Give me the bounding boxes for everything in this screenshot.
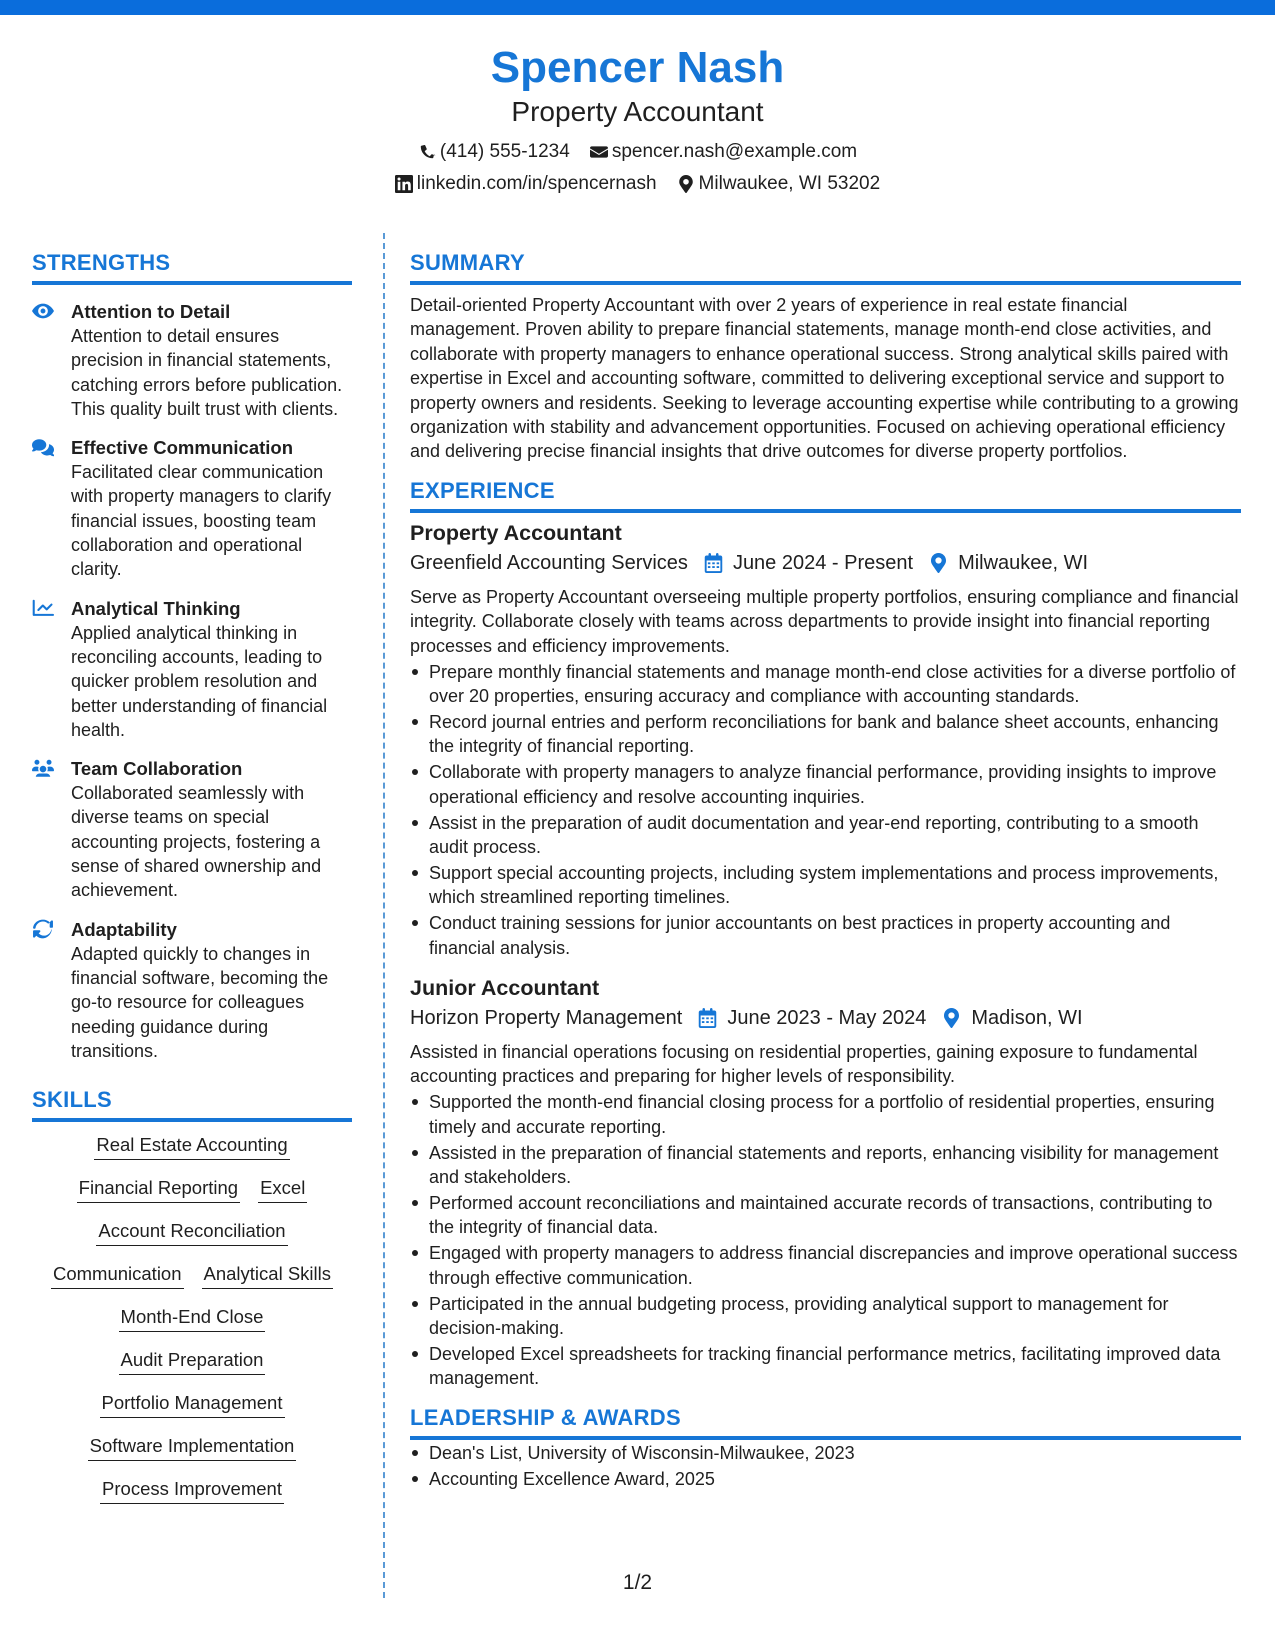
awards-list — [410, 1441, 1241, 1491]
linkedin-text: linkedin.com/in/spencernash — [416, 173, 657, 194]
job-meta — [410, 1004, 1241, 1032]
email-text: spencer.nash@example.com — [611, 141, 858, 162]
skills-heading: SKILLS — [32, 1087, 352, 1122]
email-contact[interactable] — [590, 140, 857, 164]
company-name: Greenfield Accounting Services — [410, 551, 688, 574]
skill-tag: Audit Preparation — [119, 1347, 266, 1375]
candidate-name: Spencer Nash — [490, 43, 785, 92]
company-name: Horizon Property Management — [410, 1006, 683, 1029]
strength-item — [32, 299, 352, 421]
skill-tag: Software Implementation — [88, 1433, 297, 1461]
job-dates: June 2024 - Present — [732, 551, 914, 574]
map-marker-icon — [929, 553, 948, 573]
strength-title: Analytical Thinking — [71, 597, 241, 619]
job-entry — [410, 519, 1241, 960]
strength-title: Effective Communication — [71, 437, 294, 459]
skill-tag: Portfolio Management — [100, 1390, 285, 1418]
phone-icon — [418, 143, 436, 161]
strength-desc: Attention to detail ensures precision in financial statements, catching errors before publication. This quality built trust with clients. — [71, 326, 343, 419]
skills-list — [32, 1132, 352, 1504]
calendar-icon — [698, 1008, 717, 1028]
strength-title: Attention to Detail — [71, 301, 231, 322]
candidate-title: Property Accountant — [511, 96, 764, 127]
list-item: Developed Excel spreadsheets for tracking financial performance metrics, facilitating improved data management. — [410, 1342, 1241, 1391]
linkedin-icon — [395, 175, 413, 193]
job-title: Junior Accountant — [410, 975, 600, 1000]
list-item: Participated in the annual budgeting process, providing analytical support to management for decision-making. — [410, 1292, 1241, 1341]
job-bullets — [410, 1090, 1241, 1390]
skill-tag: Financial Reporting — [77, 1175, 240, 1203]
skill-tag: Excel — [258, 1175, 307, 1203]
list-item: Assisted in the preparation of financial statements and reports, enhancing visibility for management and stakeholders. — [410, 1141, 1241, 1190]
list-item: Record journal entries and perform reconciliations for bank and balance sheet accounts, enhancing the integrity of financial reporting. — [410, 710, 1241, 759]
job-description: Assisted in financial operations focusing on residential properties, gaining exposure to fundamental accounting practices and preparing for higher levels of responsibility. — [410, 1041, 1198, 1087]
envelope-icon — [590, 143, 608, 161]
strength-desc: Adapted quickly to changes in financial software, becoming the go-to resource for colleagues needing guidance during transitions. — [71, 943, 329, 1061]
right-column — [410, 250, 1241, 1491]
map-marker-icon — [942, 1008, 961, 1028]
job-bullets — [410, 660, 1241, 960]
job-entry — [410, 974, 1241, 1391]
list-item: Engaged with property managers to address financial discrepancies and improve operational success through effective communication. — [410, 1241, 1241, 1290]
list-item: Supported the month-end financial closing process for a portfolio of residential properties, ensuring timely and accurate reporting. — [410, 1090, 1241, 1139]
list-item: Performed account reconciliations and maintained accurate records of transactions, contributing to the integrity of financial data. — [410, 1191, 1241, 1240]
job-title: Property Accountant — [410, 520, 622, 545]
comments-icon — [32, 437, 54, 459]
list-item: Collaborate with property managers to analyze financial performance, providing insights to improve operational efficiency and resolve accounting inquiries. — [410, 760, 1241, 809]
job-dates: June 2023 - May 2024 — [727, 1006, 927, 1029]
summary-heading: SUMMARY — [410, 250, 1241, 285]
list-item: Prepare monthly financial statements and manage month-end close activities for a diverse portfolio of over 20 properties, ensuring accuracy and compliance with accounting standards. — [410, 660, 1241, 709]
chart-line-icon — [32, 598, 54, 620]
strength-title: Adaptability — [71, 918, 177, 940]
column-divider — [383, 233, 385, 1598]
strengths-heading: STRENGTHS — [32, 250, 352, 285]
contact-row-2 — [0, 172, 1275, 196]
list-item: Assist in the preparation of audit documentation and year-end reporting, contributing to a smooth audit process. — [410, 811, 1241, 860]
skill-tag: Real Estate Accounting — [94, 1132, 289, 1160]
sync-icon — [32, 919, 54, 941]
job-meta — [410, 549, 1241, 577]
strength-item — [32, 756, 352, 902]
list-item: Dean's List, University of Wisconsin-Milwaukee, 2023 — [410, 1441, 1241, 1465]
resume-header — [0, 40, 1275, 196]
strength-desc: Collaborated seamlessly with diverse teams on special accounting projects, fostering a sense of shared ownership and achievement. — [71, 783, 322, 901]
list-item: Support special accounting projects, including system implementations and process improvements, which streamlined reporting timelines. — [410, 861, 1241, 910]
summary-text: Detail-oriented Property Accountant with over 2 years of experience in real estate financial management. Proven ability to prepare financial statements, manage month-end close activities, and collaborate with property managers to enhance operational success. Strong analytical skills paired with expertise in Excel and accounting software, committed to delivering exceptional service and support to property owners and residents. Seeking to leverage accounting expertise while contributing to a growing organization with stability and advancement opportunities. Focused on achieving operational efficiency and delivering precise financial insights that drive outcomes for diverse property portfolios. — [410, 295, 1239, 462]
list-item: Accounting Excellence Award, 2025 — [410, 1467, 1241, 1491]
job-description: Serve as Property Accountant overseeing multiple property portfolios, ensuring compliance and financial integrity. Collaborate closely with teams across departments to provide insight into financial reporting processes and efficiency improvements. — [410, 586, 1239, 656]
strength-item — [32, 435, 352, 581]
users-icon — [32, 758, 54, 780]
strength-desc: Applied analytical thinking in reconciling accounts, leading to quicker problem resolution and better understanding of financial health. — [71, 622, 328, 740]
skill-tag: Process Improvement — [100, 1476, 284, 1504]
location-contact — [677, 172, 881, 196]
page-number: 1/2 — [622, 1571, 653, 1594]
strength-item — [32, 596, 352, 742]
skill-tag: Account Reconciliation — [96, 1218, 287, 1246]
location-text: Milwaukee, WI 53202 — [698, 173, 881, 194]
eye-icon — [32, 301, 54, 323]
experience-heading: EXPERIENCE — [410, 478, 1241, 513]
contact-row-1 — [0, 140, 1275, 164]
phone-text: (414) 555-1234 — [439, 141, 570, 162]
awards-heading: LEADERSHIP & AWARDS — [410, 1405, 1241, 1440]
skill-tag: Month-End Close — [119, 1304, 266, 1332]
left-column — [32, 250, 352, 1504]
linkedin-contact[interactable] — [395, 172, 657, 196]
strength-desc: Facilitated clear communication with property managers to clarify financial issues, boosting team collaboration and operational clarity. — [71, 462, 332, 580]
strength-item — [32, 917, 352, 1063]
top-accent-bar — [0, 0, 1275, 15]
list-item: Conduct training sessions for junior accountants on best practices in property accounting and financial analysis. — [410, 911, 1241, 960]
job-location: Madison, WI — [971, 1006, 1083, 1029]
map-marker-icon — [677, 175, 695, 193]
phone-contact[interactable] — [418, 140, 570, 164]
job-location: Milwaukee, WI — [958, 551, 1089, 574]
skill-tag: Analytical Skills — [202, 1261, 334, 1289]
calendar-icon — [704, 553, 723, 573]
strength-title: Team Collaboration — [71, 758, 243, 780]
skill-tag: Communication — [51, 1261, 184, 1289]
